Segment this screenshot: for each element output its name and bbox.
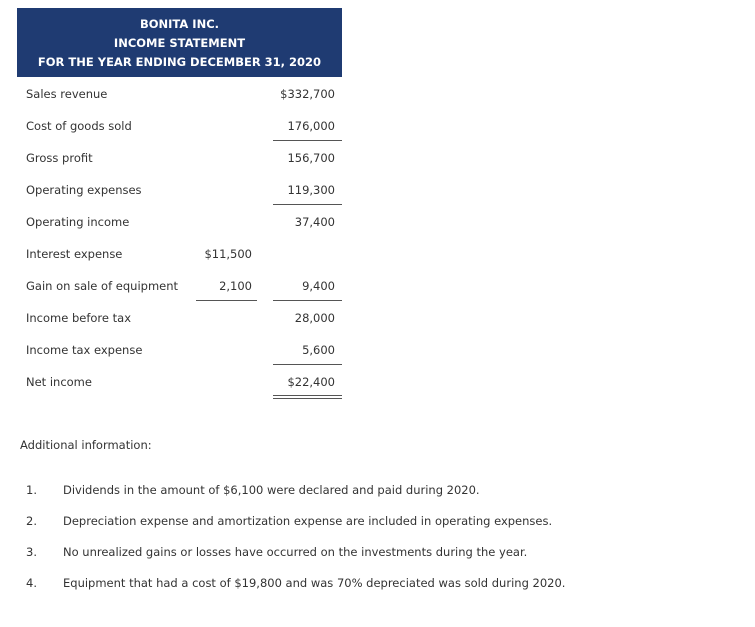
- statement-period: FOR THE YEAR ENDING DECEMBER 31, 2020: [37, 55, 322, 69]
- row-amount: $332,700: [280, 87, 335, 101]
- row-sales-revenue: [17, 77, 342, 109]
- row-operating-income: [17, 205, 342, 237]
- list-item-text: Depreciation expense and amortization expense are included in operating expenses.: [63, 514, 553, 528]
- row-amount: 176,000: [287, 119, 335, 133]
- row-sub-amount: 2,100: [219, 279, 252, 293]
- double-rule-bottom: [273, 398, 342, 399]
- row-label: Income before tax: [26, 311, 131, 325]
- row-label: Interest expense: [26, 247, 123, 261]
- row-amount: 28,000: [294, 311, 335, 325]
- list-item-number: 2.: [26, 514, 37, 528]
- row-gain-on-sale: [17, 269, 342, 301]
- row-label: Net income: [26, 375, 92, 389]
- row-operating-expenses: [17, 173, 342, 205]
- row-amount: 156,700: [287, 151, 335, 165]
- list-item-number: 3.: [26, 545, 37, 559]
- statement-title: INCOME STATEMENT: [113, 36, 246, 50]
- income-statement-table: [17, 77, 342, 397]
- row-sub-amount: $11,500: [204, 247, 252, 261]
- row-gross-profit: [17, 141, 342, 173]
- row-amount: $22,400: [287, 375, 335, 389]
- row-label: Gain on sale of equipment: [26, 279, 179, 293]
- list-item-number: 1.: [26, 483, 37, 497]
- row-income-before-tax: [17, 301, 342, 333]
- list-item: [20, 508, 740, 539]
- row-cost-of-goods-sold: [17, 109, 342, 141]
- list-item-text: No unrealized gains or losses have occurred on the investments during the year.: [63, 545, 528, 559]
- statement-header: [17, 8, 342, 77]
- row-label: Operating expenses: [26, 183, 142, 197]
- list-item: [20, 570, 740, 601]
- row-amount: 119,300: [287, 183, 335, 197]
- additional-info-list: [20, 477, 740, 601]
- row-amount: 9,400: [302, 279, 335, 293]
- row-interest-expense: [17, 237, 342, 269]
- list-item-text: Dividends in the amount of $6,100 were declared and paid during 2020.: [63, 483, 480, 497]
- additional-info-title: Additional information:: [20, 438, 152, 452]
- double-rule-top: [273, 395, 342, 396]
- row-label: Operating income: [26, 215, 130, 229]
- row-amount: 37,400: [294, 215, 335, 229]
- row-label: Cost of goods sold: [26, 119, 132, 133]
- list-item-text: Equipment that had a cost of $19,800 and was 70% depreciated was sold during 2020.: [63, 576, 566, 590]
- row-net-income: [17, 365, 342, 397]
- row-amount: 5,600: [302, 343, 335, 357]
- list-item: [20, 477, 740, 508]
- row-label: Gross profit: [26, 151, 93, 165]
- row-income-tax-expense: [17, 333, 342, 365]
- row-label: Sales revenue: [26, 87, 108, 101]
- list-item-number: 4.: [26, 576, 37, 590]
- list-item: [20, 539, 740, 570]
- row-label: Income tax expense: [26, 343, 143, 357]
- company-name: BONITA INC.: [139, 17, 219, 31]
